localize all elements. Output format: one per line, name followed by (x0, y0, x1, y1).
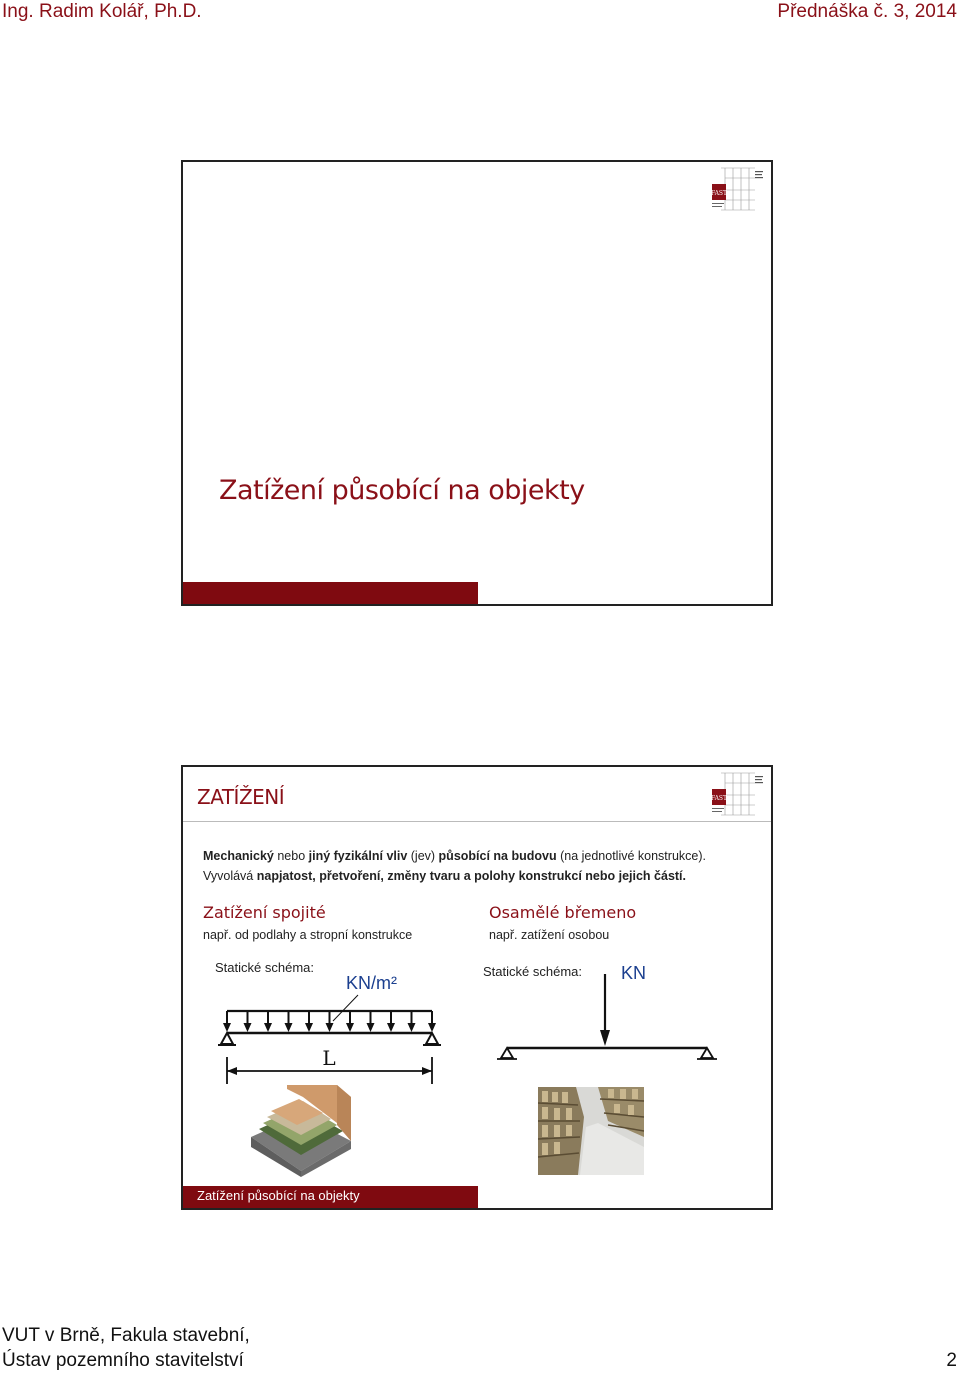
load-arrow-head (264, 1023, 272, 1032)
fast-logo-icon (711, 771, 765, 817)
slide-band-rule (478, 1208, 771, 1210)
fast-logo-icon (711, 166, 765, 212)
load-arrow-head (387, 1023, 395, 1032)
span-label: L (322, 1046, 336, 1070)
def-text: působící na budovu (438, 849, 557, 863)
point-beam-diagram (493, 972, 723, 1072)
header-lecture: Přednáška č. 3, 2014 (777, 1, 957, 22)
def-text: jiný fyzikální vliv (308, 849, 408, 863)
load-arrow-head (367, 1023, 375, 1032)
slide-band (183, 582, 478, 604)
load-arrows (223, 1011, 436, 1032)
page-number: 2 (946, 1350, 957, 1371)
schema-label: Statické schéma: (483, 964, 582, 979)
slide-title (181, 160, 773, 606)
footer-line-1: VUT v Brně, Fakula stavební, (2, 1325, 250, 1346)
heading-rule (183, 821, 771, 822)
slide-footer-text: Zatížení působící na objekty (197, 1188, 360, 1203)
distributed-load-title: Zatížení spojité (203, 903, 326, 922)
point-load-example: např. zatížení osobou (489, 928, 610, 942)
svg-text:FAST: FAST (711, 190, 728, 197)
load-arrow-head (408, 1023, 416, 1032)
def-text: (na jednotlivé konstrukce). (556, 849, 706, 863)
load-arrow-head (223, 1023, 231, 1032)
slide-footer-band (183, 1186, 478, 1208)
point-load-title: Osamělé břemeno (489, 903, 637, 922)
svg-text:FAST: FAST (711, 795, 728, 802)
definition-line-1 (203, 849, 706, 863)
load-arrow-head (285, 1023, 293, 1032)
def-text: Mechanický (203, 849, 274, 863)
slide-heading: ZATÍŽENÍ (197, 785, 285, 809)
footer-line-2: Ústav pozemního stavitelství (2, 1350, 244, 1371)
definition-line-2 (203, 869, 686, 883)
load-arrow-head (244, 1023, 252, 1032)
load-arrow-head (346, 1023, 354, 1032)
load-arrow-head (305, 1023, 313, 1032)
load-arrow-head (428, 1023, 436, 1032)
point-load-unit: KN (621, 963, 647, 983)
load-arrow-head (326, 1023, 334, 1032)
def-text: nebo (273, 849, 309, 863)
distributed-beam-diagram (213, 989, 443, 1089)
def-text: napjatost, přetvoření, změny tvaru a polohy konstrukcí nebo jejich částí. (256, 869, 687, 883)
distributed-load-example: např. od podlahy a stropní konstrukce (203, 928, 413, 942)
slide-loads (181, 765, 773, 1210)
slide-title-text: Zatížení působící na objekty (219, 475, 585, 506)
schema-label: Statické schéma: (215, 960, 314, 975)
slide-band-rule (478, 604, 771, 606)
archive-shelves-image (538, 1087, 644, 1175)
def-text: (jev) (407, 849, 439, 863)
floor-layers-image (247, 1085, 355, 1177)
header-author: Ing. Radim Kolář, Ph.D. (2, 1, 202, 22)
distributed-load-unit: KN/m² (346, 973, 397, 993)
def-text: Vyvolává (203, 869, 257, 883)
